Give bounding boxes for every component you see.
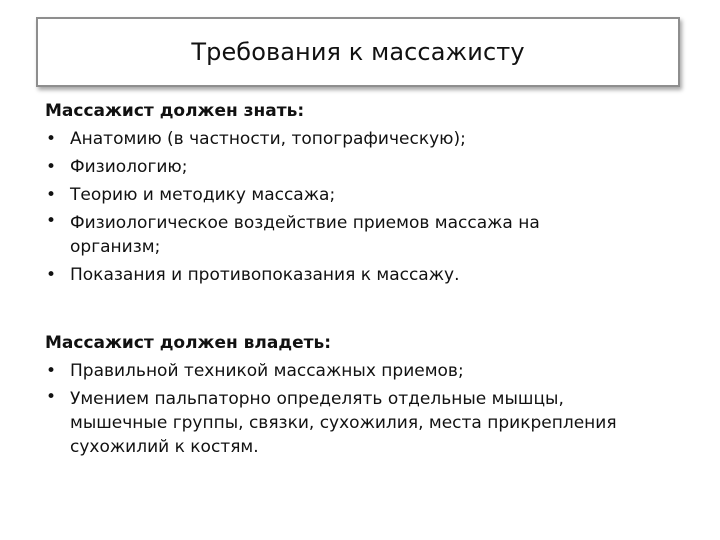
title-box — [36, 17, 680, 87]
bullet-icon: • — [46, 185, 57, 205]
list-item — [45, 209, 705, 261]
list-item-text: Показания и противопоказания к массажу. — [70, 265, 460, 285]
bullet-icon: • — [46, 157, 57, 177]
list-item — [45, 261, 705, 289]
list-item — [45, 125, 705, 153]
section-know-heading: Массажист должен знать: — [45, 101, 305, 121]
section-own-heading: Массажист должен владеть: — [45, 333, 332, 353]
list-item — [45, 153, 705, 181]
bullet-icon: • — [46, 129, 57, 149]
list-item — [45, 181, 705, 209]
bullet-icon: • — [46, 265, 57, 285]
content-area — [45, 97, 705, 461]
list-item-text: Физиологическое воздействие приемов массажа на организм; — [70, 213, 540, 257]
list-item — [45, 385, 705, 461]
list-item-text: Анатомию (в частности, топографическую); — [70, 129, 466, 149]
list-item-text: Правильной техникой массажных приемов; — [70, 361, 464, 381]
bullet-icon: • — [46, 387, 57, 407]
bullet-icon: • — [46, 361, 57, 381]
section-know-list — [45, 125, 705, 289]
section-spacer — [45, 289, 705, 329]
section-own-list — [45, 357, 705, 461]
page-title: Требования к массажисту — [191, 38, 525, 66]
bullet-icon: • — [46, 211, 57, 231]
list-item-text: Умением пальпаторно определять отдельные мышцы, мышечные группы, связки, сухожилия, места прикрепления сухожилий к костям. — [70, 389, 617, 457]
list-item-text: Теорию и методику массажа; — [70, 185, 336, 205]
list-item-text: Физиологию; — [70, 157, 188, 177]
list-item — [45, 357, 705, 385]
